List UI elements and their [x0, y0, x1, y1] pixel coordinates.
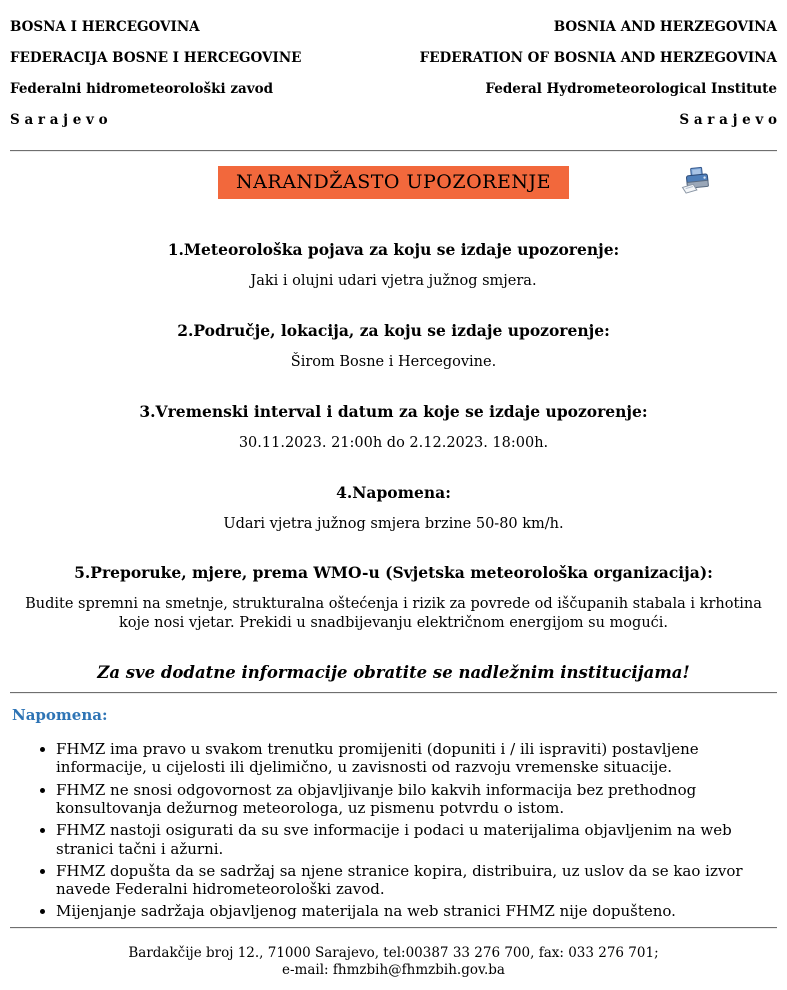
section-recommendations-body: Budite spremni na smetnje, strukturalna oštećenja i rizik za povrede od iščupanih stabala i krhotina koje nosi vjetar. Prekidi u snadbijevanju električnom energijom su mogući.	[25, 596, 762, 632]
footer-divider	[10, 927, 777, 929]
section-area-body: Širom Bosne i Hercegovine.	[290, 353, 497, 370]
footer-email-label: e-mail:	[282, 962, 333, 979]
additional-info-notice: Za sve dodatne informacije obratite se nadležnim institucijama!	[97, 663, 690, 683]
notes-list	[40, 740, 777, 921]
notes-divider	[10, 692, 777, 694]
section-area	[10, 321, 777, 372]
section-remark-heading: 4.Napomena:	[336, 482, 451, 502]
section-interval-heading: 3.Vremenski interval i datum za koje se izdaje upozorenje:	[139, 401, 648, 421]
note-item-no-liability: • FHMZ ne snosi odgovornost za objavljivanje bilo kakvih informacija bez prethodnog konsultovanja dežurnog meteorologa, uz pismenu potvrdu o istom.	[56, 781, 777, 818]
header-line-institute-bs: Federalni hidrometeorološki zavod	[10, 81, 274, 97]
section-phenomenon	[10, 240, 777, 291]
header-divider	[10, 150, 777, 152]
note-item-copy-permission: • FHMZ dopušta da se sadržaj sa njene stranice kopira, distribuira, uz uslov da se kao izvor navede Federalni hidrometeorološki zavod.	[56, 862, 777, 899]
section-interval-body: 30.11.2023. 21:00h do 2.12.2023. 18:00h.	[238, 434, 549, 451]
warning-sections	[10, 240, 777, 633]
institution-header-bosnian	[10, 20, 301, 144]
footer-email-address: fhmzbih@fhmzbih.gov.ba	[332, 962, 505, 979]
notes-heading: Napomena:	[12, 706, 108, 725]
note-item-modification-right: • FHMZ ima pravo u svakom trenutku promijeniti (dopuniti i / ili ispraviti) postavljene informacije, u cijelosti ili djelimično, u zavisnosti od razvoju vremenske situacije.	[56, 740, 777, 777]
print-button[interactable]	[679, 166, 713, 198]
note-item-no-alteration: • Mijenjanje sadržaja objavljenog materijala na web stranici FHMZ nije dopušteno.	[56, 902, 777, 920]
header-line-institute-en: Federal Hydrometeorological Institute	[485, 81, 777, 97]
section-remark	[10, 483, 777, 534]
note-item-accuracy: • FHMZ nastoji osigurati da su sve informacije i podaci u materijalima objavljenim na web stranici tačni i ažurni.	[56, 821, 777, 858]
warning-banner: NARANDŽASTO UPOZORENJE	[218, 166, 569, 199]
section-area-heading: 2.Područje, lokacija, za koju se izdaje upozorenje:	[177, 320, 610, 340]
footer-address-line: Bardakčije broj 12., 71000 Sarajevo, tel:00387 33 276 700, fax: 033 276 701;	[128, 944, 659, 961]
disclaimer-notes	[10, 706, 777, 921]
section-interval	[10, 402, 777, 453]
header-line-country-en: BOSNIA AND HERZEGOVINA	[553, 19, 777, 35]
header-line-federation-bs: FEDERACIJA BOSNE I HERCEGOVINE	[10, 50, 302, 66]
section-recommendations-heading: 5.Preporuke, mjere, prema WMO-u (Svjetska meteorološka organizacija):	[74, 563, 713, 583]
header-line-city-en: S a r a j e v o	[679, 112, 777, 128]
banner-row	[10, 166, 777, 210]
section-recommendations	[10, 563, 777, 633]
header-line-city-bs: S a r a j e v o	[10, 112, 108, 128]
footer-email-line	[10, 962, 777, 980]
contact-footer	[10, 945, 777, 980]
header-line-country-bs: BOSNA I HERCEGOVINA	[10, 19, 200, 35]
printer-icon	[679, 186, 713, 201]
institution-header-english	[420, 20, 777, 144]
section-phenomenon-body: Jaki i olujni udari vjetra južnog smjera.	[250, 273, 537, 289]
section-phenomenon-heading: 1.Meteorološka pojava za koju se izdaje upozorenje:	[167, 240, 620, 259]
institution-header	[10, 20, 777, 144]
section-remark-body: Udari vjetra južnog smjera brzine 50-80 km/h.	[223, 515, 564, 532]
header-line-federation-en: FEDERATION OF BOSNIA AND HERZEGOVINA	[419, 50, 777, 66]
